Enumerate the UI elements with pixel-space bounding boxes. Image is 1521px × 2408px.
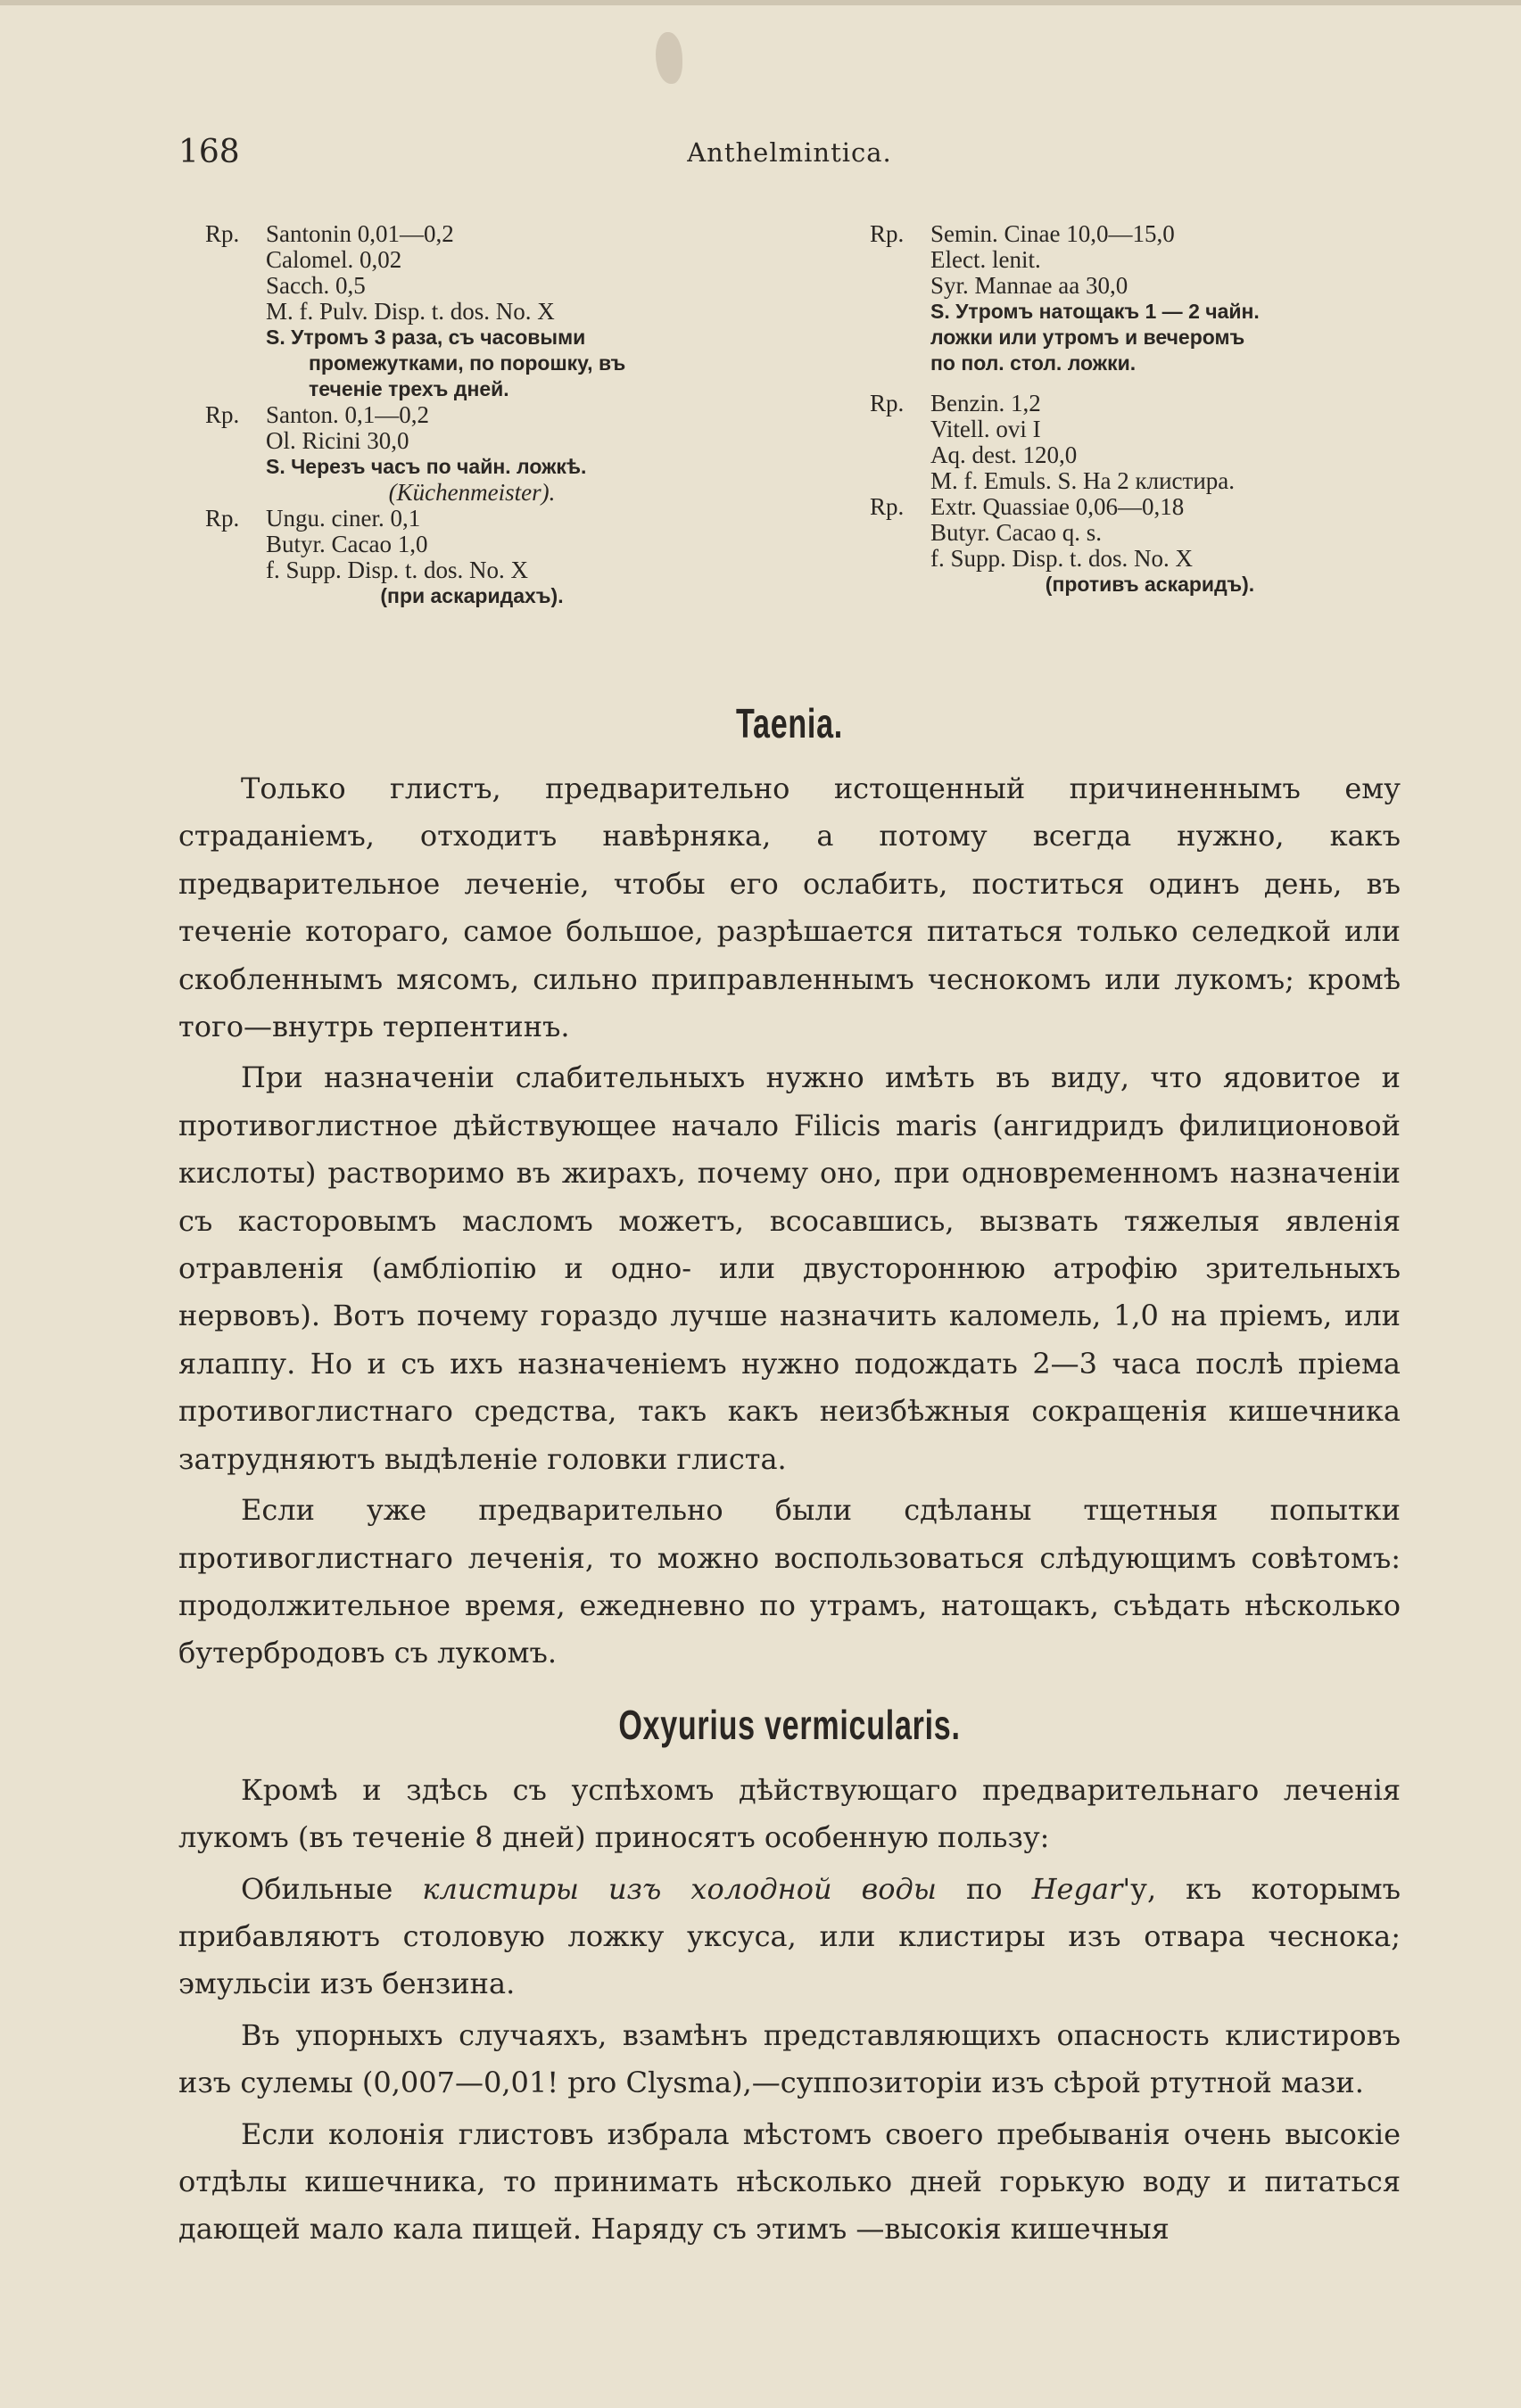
running-title: Anthelmintica.: [687, 137, 892, 168]
emphasis-cold-water-enemas: клистиры изъ холодной воды: [422, 1871, 937, 1906]
rx-line: (при аскаридахъ).: [380, 584, 564, 607]
oxyurius-paragraph-4: Если колонія глистовъ избрала мѣстомъ своего пребыванія очень высокіе отдѣлы кишечника, то принимать нѣсколько дней горькую воду и питаться дающей мало кала пищей. Наряду съ этимъ —высокія кишечныя: [178, 2116, 1401, 2247]
rx-line: Calomel. 0,02: [266, 246, 402, 273]
rx-line: f. Supp. Disp. t. dos. No. X: [930, 545, 1194, 572]
rx-line: ложки или утромъ и вечеромъ: [930, 326, 1245, 349]
rx-line: Extr. Quassiae 0,06—0,18: [930, 493, 1185, 520]
emphasis-hegar: Hegar: [1031, 1871, 1123, 1906]
rx-line: Elect. lenit.: [930, 246, 1041, 273]
rp-label: Rp.: [205, 401, 240, 428]
rx-line: M. f. Emuls. S. На 2 клистира.: [930, 467, 1236, 494]
text-run: 'у, къ которымъ прибавляютъ столовую ложку уксуса, или клистиры изъ отвара чеснока; эмульсіи изъ бензина.: [178, 1871, 1401, 2001]
page-number: 168: [178, 134, 240, 170]
prescription-benzin: [870, 391, 1423, 494]
text-run: Обильные: [241, 1871, 423, 1906]
rx-line: S. Утромъ натощакъ 1 — 2 чайн.: [930, 300, 1260, 323]
prescription-semin-cinae: [870, 221, 1423, 376]
taenia-paragraph-1: Только глистъ, предварительно истощенный причиненнымъ ему страданіемъ, отходитъ навѣрняка, а потому всегда нужно, какъ предварительное леченіе, чтобы его ослабить, поститься одинъ день, въ теченіе котораго, самое большое, разрѣшается питаться только селедкой или скобленнымъ мясомъ, сильно приправленнымъ чеснокомъ или лукомъ; кромѣ того—внутрь терпентинъ.: [178, 771, 1401, 1044]
prescription-quassiae: [870, 494, 1423, 598]
rx-line: Butyr. Cacao 1,0: [266, 531, 428, 557]
rx-line: (противъ аскаридъ).: [1045, 573, 1255, 596]
ink-mark: [656, 32, 682, 84]
rx-line: Butyr. Cacao q. s.: [930, 519, 1102, 546]
taenia-paragraph-3: Если уже предварительно были сдѣланы тщетныя попытки противоглистнаго леченія, то можно воспользоваться слѣдующимъ совѣтомъ: продолжительное время, ежедневно по утрамъ, натощакъ, съѣдать нѣсколько бутербродовъ съ лукомъ.: [178, 1493, 1401, 1670]
rx-line: по пол. стол. ложки.: [930, 351, 1137, 375]
main-text: [178, 696, 1401, 2254]
rx-line: Sacch. 0,5: [266, 272, 366, 299]
oxyurius-paragraph-2: [178, 1866, 1401, 2008]
rx-line: теченіе трехъ дней.: [309, 377, 509, 400]
taenia-paragraph-2: При назначеніи слабительныхъ нужно имѣть въ виду, что ядовитое и противоглистное дѣйствующее начало Filicis maris (ангидридъ филиционовой кислоты) растворимо въ жирахъ, почему оно, при одновременномъ назначеніи съ касторовымъ масломъ можетъ, всосавшись, вызвать тяжелыя явленія отравленія (амбліопію и одно- или двустороннюю атрофію зрительныхъ нервовъ). Вотъ почему гораздо лучше назначить каломель, 1,0 на пріемъ, или ялаппу. Но и съ ихъ назначеніемъ нужно подождать 2—3 часа послѣ пріема противоглистнаго средства, такъ какъ неизбѣжныя сокращенія кишечника затрудняютъ выдѣленіе головки глиста.: [178, 1060, 1401, 1476]
rp-label: Rp.: [870, 390, 905, 416]
rx-line: S. Утромъ 3 раза, съ часовыми: [266, 326, 586, 349]
rx-line: Vitell. ovi I: [930, 416, 1041, 442]
rx-line: M. f. Pulv. Disp. t. dos. No. X: [266, 298, 555, 325]
rx-line: Benzin. 1,2: [930, 390, 1041, 416]
rx-line: промежутками, по порошку, въ: [309, 351, 626, 375]
rx-line: Ungu. ciner. 0,1: [266, 505, 421, 532]
heading-oxyurius: Oxyurius vermicularis.: [618, 1701, 961, 1748]
rx-line: Aq. dest. 120,0: [930, 441, 1078, 468]
rx-line: Ol. Ricini 30,0: [266, 427, 409, 454]
prescriptions-right: [870, 221, 1423, 598]
rx-line: Semin. Cinae 10,0—15,0: [930, 220, 1175, 247]
heading-taenia: Taenia.: [736, 700, 843, 746]
rp-label: Rp.: [205, 505, 240, 532]
rp-label: Rp.: [870, 493, 905, 520]
page-header: [178, 134, 1401, 178]
rx-line: Syr. Mannae aa 30,0: [930, 272, 1128, 299]
prescription-ungu-ciner: [205, 506, 732, 609]
rp-label: Rp.: [870, 220, 905, 247]
prescription-santonin-ricini: [205, 402, 732, 506]
rp-label: Rp.: [205, 220, 240, 247]
text-run: по: [936, 1871, 1032, 1906]
oxyurius-paragraph-3: Въ упорныхъ случаяхъ, взамѣнъ представляющихъ опасность клистировъ изъ сулемы (0,007—0,01! pro Clysma),—суппозиторіи изъ сѣрой ртутной мази.: [178, 2017, 1401, 2100]
prescriptions-left: [205, 221, 732, 609]
prescription-santonin-calomel: [205, 221, 732, 402]
rx-line: Santon. 0,1—0,2: [266, 401, 430, 428]
rx-line: Santonin 0,01—0,2: [266, 220, 454, 247]
rx-line: f. Supp. Disp. t. dos. No. X: [266, 557, 529, 583]
rx-line: S. Черезъ часъ по чайн. ложкѣ.: [266, 455, 587, 478]
page-edge: [0, 0, 1521, 5]
rx-line: (Küchenmeister).: [388, 479, 556, 506]
oxyurius-paragraph-1: Кромѣ и здѣсь съ успѣхомъ дѣйствующаго предварительнаго леченія лукомъ (въ теченіе 8 дней) приносятъ особенную пользу:: [178, 1772, 1401, 1855]
